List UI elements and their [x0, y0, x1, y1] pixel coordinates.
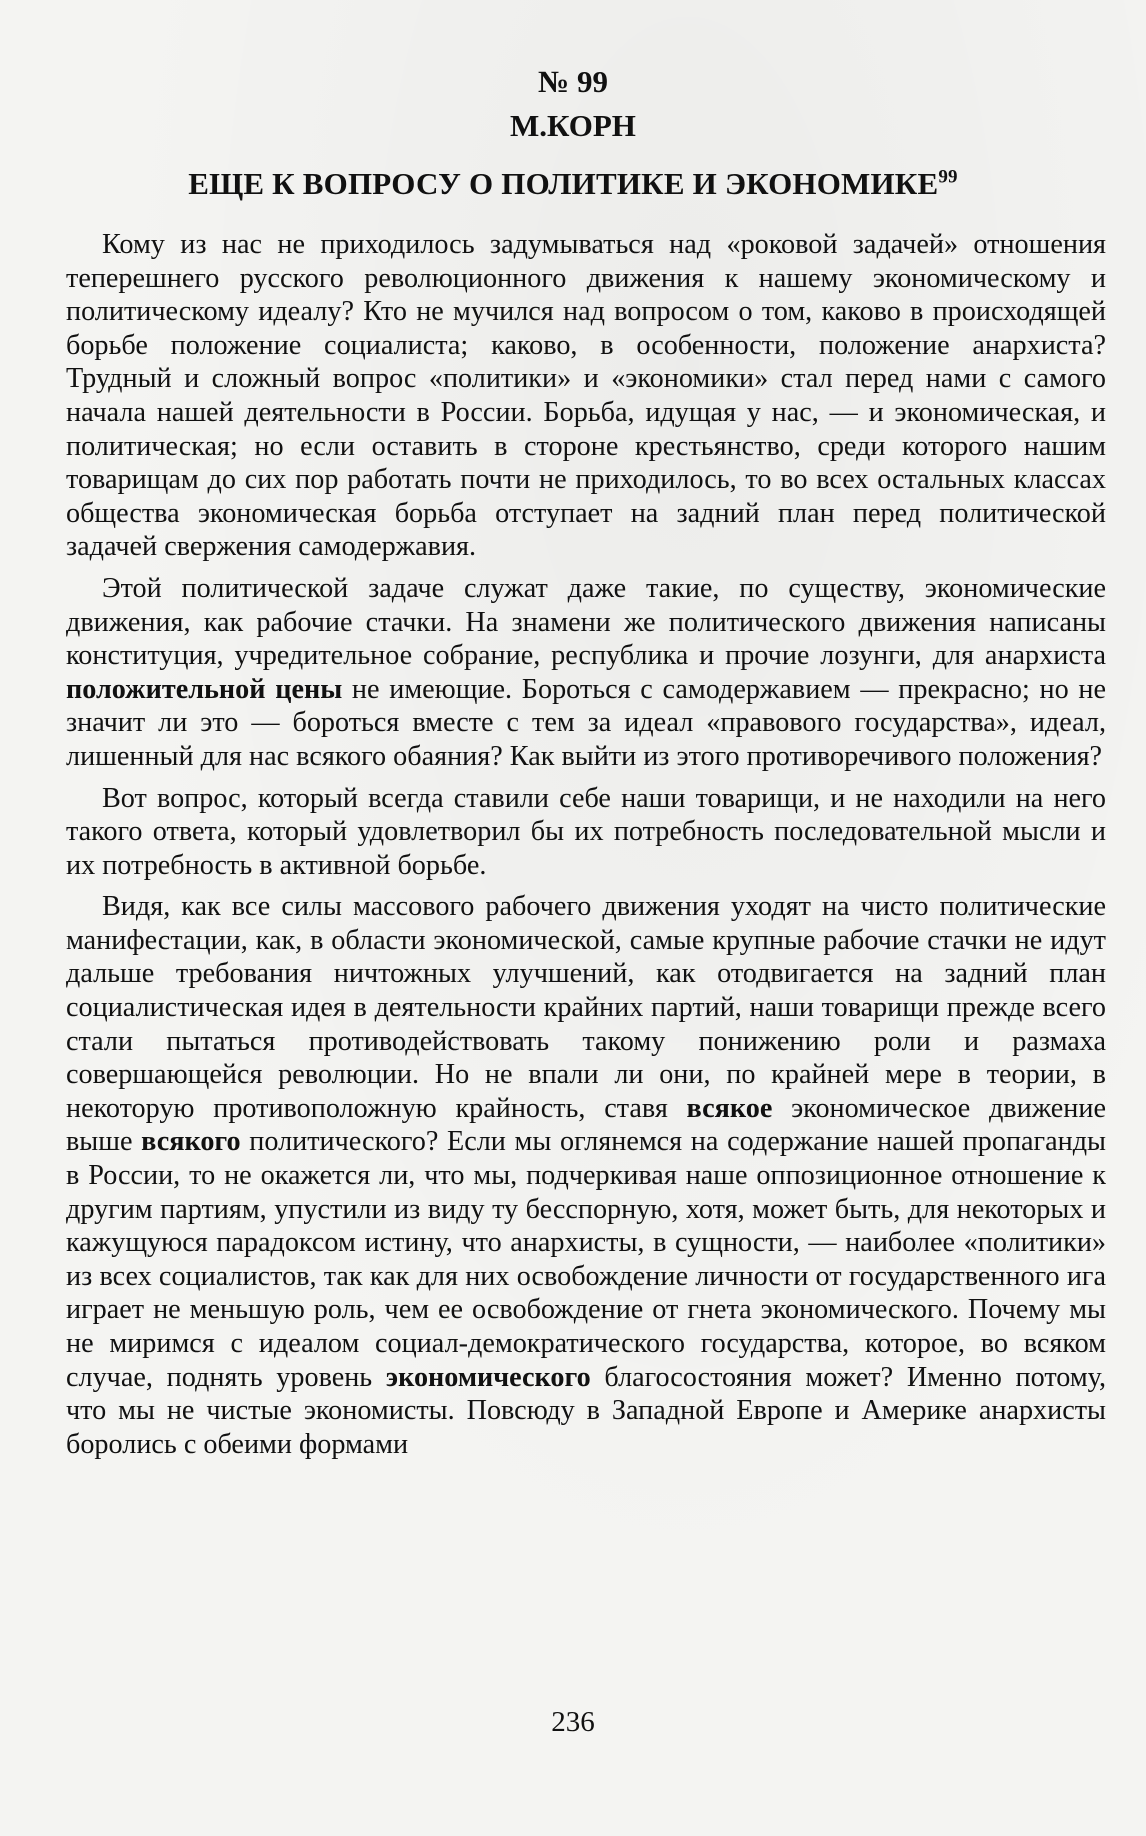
footnote-marker: 99	[938, 166, 958, 188]
text-run: Этой политической задаче служат даже такие, по существу, экономические движения, как рабочие стачки. На знамени же политического движения написаны конституция, учредительное собрание, республика и прочие лозунги, для анархиста	[66, 572, 1106, 672]
text-run: экономическое движение выше	[66, 1092, 1106, 1158]
document-header	[0, 62, 1146, 204]
emphasized-text: всякого	[141, 1126, 241, 1158]
emphasized-text: экономического	[385, 1361, 591, 1393]
paragraph	[66, 228, 1106, 564]
paragraph	[66, 782, 1106, 883]
article-title	[0, 164, 1146, 204]
text-run: Видя, как все силы массового рабочего движения уходят на чисто политические манифестации, как, в области экономической, самые крупные рабочие стачки не идут дальше требования ничтожных улучшений, как отодвигается на задний план социалистическая идея в деятельности крайних партий, наши товарищи прежде всего стали пытаться противодействовать такому понижению роли и размаха совершающейся революции. Но не впали ли они, по крайней мере в теории, в некоторую противоположную крайность, ставя	[66, 891, 1106, 1124]
emphasized-text: положительной цены	[66, 673, 343, 705]
author-name: М.КОРН	[510, 108, 636, 143]
article-title-text: ЕЩЕ К ВОПРОСУ О ПОЛИТИКЕ И ЭКОНОМИКЕ	[188, 166, 939, 201]
page-number: 236	[551, 1706, 595, 1738]
paragraph	[66, 572, 1106, 774]
text-run: не имеющие. Бороться с самодержавием — прекрасно; но не значит ли это — бороться вместе с тем за идеал «правового государства», идеал, лишенный для нас всякого обаяния? Как выйти из этого противоречивого положения?	[66, 673, 1106, 772]
text-run: политического? Если мы оглянемся на содержание нашей пропаганды в России, то не окажется ли, что мы, подчеркивая наше оппозиционное отношение к другим партиям, упустили из виду ту бесспорную, хотя, может быть, для некоторых и кажущуюся парадоксом истину, что анархисты, в сущности, — наиболее «политики» из всех социалистов, так как для них освобождение личности от государственного ига играет не меньшую роль, чем ее освобождение от гнета экономического. Почему мы не миримся с идеалом социал-демократического государства, которое, во всяком случае, поднять уровень	[66, 1126, 1106, 1393]
emphasized-text: всякое	[686, 1092, 773, 1124]
text-run: Кому из нас не приходилось задумываться над «роковой задачей» отношения теперешнего русского революционного движения к нашему экономическому и политическому идеалу? Кто не мучился над вопросом о том, каково в происходящей борьбе положение социалиста; каково, в особенности, положение анархиста? Трудный и сложный вопрос «политики» и «экономики» стал перед нами с самого начала нашей деятельности в России. Борьба, идущая у нас, — и экономическая, и политическая; но если оставить в стороне крестьянство, среди которого нашим товарищам до сих пор работать почти не приходилось, то во всех остальных классах общества экономическая борьба отступает на задний план перед политической задачей свержения самодержавия.	[66, 229, 1106, 563]
text-run: Вот вопрос, который всегда ставили себе наши товарищи, и не находили на него такого ответа, который удовлетворил бы их потребность последовательной мысли и их потребность в активной борьбе.	[66, 782, 1106, 881]
paragraph	[66, 890, 1106, 1461]
document-number: № 99	[538, 64, 608, 99]
text-run: благосостояния может? Именно потому, что мы не чистые экономисты. Повсюду в Западной Европе и Америке анархисты боролись с обеими формами	[66, 1361, 1106, 1460]
article-body	[66, 228, 1106, 1469]
